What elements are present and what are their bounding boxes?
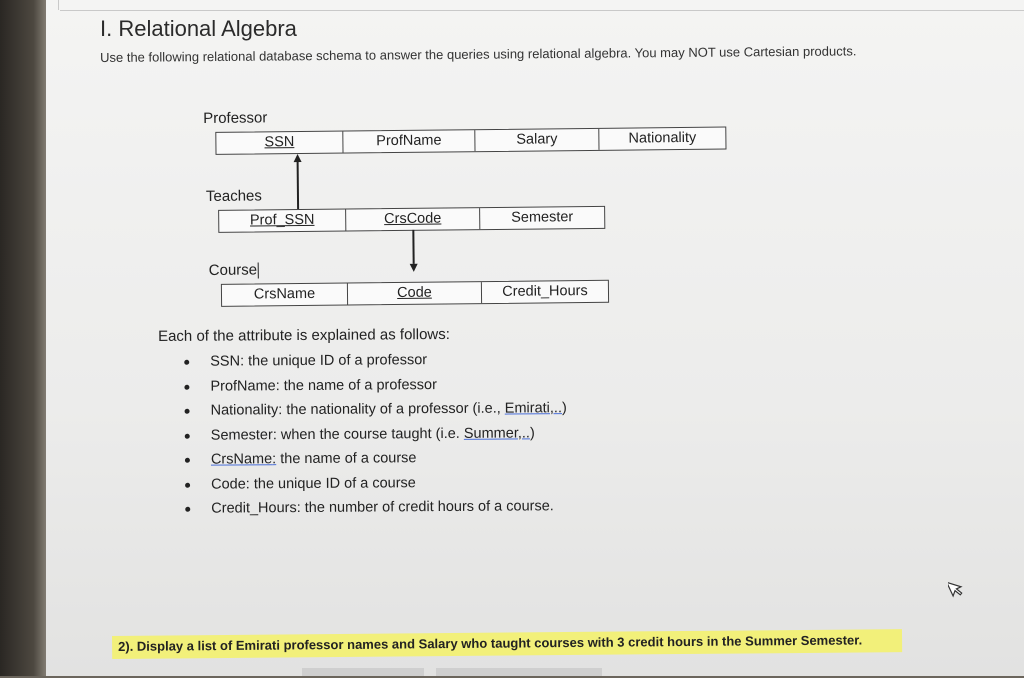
- attribute-list: [158, 347, 567, 521]
- question-text: 2). Display a list of Emirati professor names and Salary who taught courses with 3 credit hours in the Summer Semester.: [118, 632, 863, 654]
- list-item: Semester: when the course taught (i.e. Summer,..): [159, 421, 567, 448]
- bottom-button[interactable]: [436, 668, 602, 676]
- bullet-icon: [184, 360, 189, 365]
- list-item: Credit_Hours: the number of credit hours of a course.: [159, 494, 567, 521]
- column-crsname: CrsName: [222, 284, 348, 306]
- table-professor: [215, 127, 726, 155]
- table-teaches: [218, 206, 605, 233]
- bullet-icon: [185, 507, 190, 512]
- column-prof-ssn: Prof_SSN: [219, 210, 346, 232]
- column-crscode: CrsCode: [346, 208, 480, 230]
- section-title: I. Relational Algebra: [100, 16, 297, 41]
- mouse-pointer-icon: [948, 578, 964, 598]
- list-item: SSN: the unique ID of a professor: [158, 347, 566, 374]
- column-nationality: Nationality: [628, 129, 697, 147]
- bullet-icon: [185, 409, 190, 414]
- column-ssn: SSN: [216, 132, 343, 154]
- attributes-heading: Each of the attribute is explained as follows:: [158, 325, 450, 345]
- screen-bezel: [0, 0, 48, 676]
- attribute-explanations: [158, 325, 568, 521]
- list-item: ProfName: the name of a professor: [158, 372, 566, 399]
- column-code: Code: [348, 282, 482, 304]
- text-cursor: [258, 262, 259, 278]
- bullet-icon: [185, 458, 190, 463]
- table-label-professor: Professor: [203, 109, 268, 128]
- column-salary: Salary: [475, 129, 599, 151]
- fk-line: [412, 230, 414, 264]
- fk-line: [297, 161, 300, 209]
- column-credit-hours: Credit_Hours: [502, 283, 588, 300]
- column-semester: Semester: [511, 209, 574, 226]
- list-item: Nationality: the nationality of a professor (i.e., Emirati,..): [158, 396, 566, 423]
- column-profname: ProfName: [343, 130, 475, 152]
- bullet-icon: [184, 384, 189, 389]
- arrow-icon: [410, 264, 418, 272]
- bullet-icon: [185, 433, 190, 438]
- bullet-icon: [185, 482, 190, 487]
- bottom-button[interactable]: [302, 668, 424, 676]
- table-label-course: Course: [209, 261, 260, 279]
- list-item: Code: the unique ID of a course: [159, 470, 567, 497]
- document-page: [46, 0, 1024, 676]
- table-course: [221, 280, 609, 307]
- list-item: CrsName: the name of a course: [159, 445, 567, 472]
- instructions-text: Use the following relational database schema to answer the queries using relational algebra. You may NOT use Cartesian products.: [100, 43, 857, 65]
- table-label-teaches: Teaches: [205, 187, 262, 205]
